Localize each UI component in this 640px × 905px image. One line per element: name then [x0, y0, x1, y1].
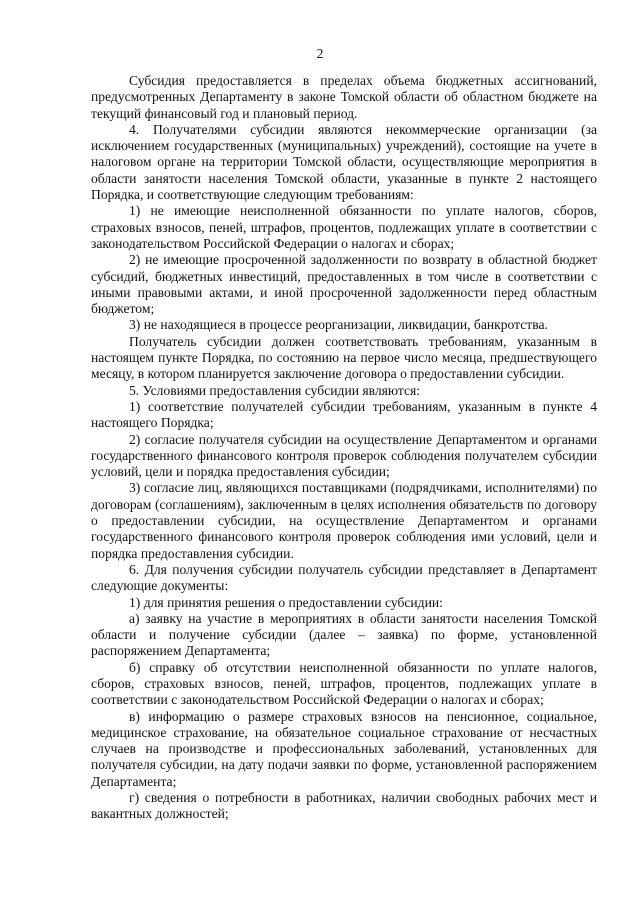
paragraph: Субсидия предоставляется в пределах объема бюджетных ассигнований, предусмотренных Департаменту в законе Томской области об областном бюджете на текущий финансовый год и плановый период. — [91, 73, 597, 121]
paragraph: 3) не находящиеся в процессе реорганизации, ликвидации, банкротства. — [129, 317, 548, 333]
paragraph: г) сведения о потребности в работниках, наличии свободных рабочих мест и вакантных должностей; — [91, 790, 597, 822]
paragraph: 6. Для получения субсидии получатель субсидии представляет в Департамент следующие документы: — [91, 561, 597, 594]
paragraph: 2) согласие получателя субсидии на осуществление Департаментом и органами государственного финансового контроля проверок соблюдения получателем субсидии условий, цели и порядка предоставления субсидии; — [91, 431, 597, 480]
paragraph: 1) не имеющие неисполненной обязанности по уплате налогов, сборов, страховых взносов, пеней, штрафов, процентов, подлежащих уплате в соответствии с законодательством Российской Федерации о налогах и сборах; — [91, 203, 597, 251]
paragraph: 1) соответствие получателей субсидии требованиям, указанным в пункте 4 настоящего Порядка; — [91, 398, 597, 431]
paragraph: 4. Получателями субсидии являются некоммерческие организации (за исключением государственных (муниципальных) учреждений), состоящие на учете в налоговом органе на территории Томской области, осуществляющие мероприятия в области занятости населения Томской области, указанные в пункте 2 настоящего Порядка, и соответствующие следующим требованиям: — [91, 121, 597, 203]
paragraph: в) информацию о размере страховых взносов на пенсионное, социальное, медицинское страхование, на обязательное социальное страхование от несчастных случаев на производстве и профессиональных заболеваний, установленных для получателя субсидии, на дату подачи заявки по форме, установленной распоряжением Департамента; — [91, 708, 597, 789]
paragraph: 5. Условиями предоставления субсидии являются: — [129, 382, 421, 398]
paragraph: 1) для принятия решения о предоставлении субсидии: — [129, 594, 443, 610]
document-body — [91, 73, 597, 823]
page-number: 2 — [316, 46, 324, 61]
paragraph: 2) не имеющие просроченной задолженности по возврату в областной бюджет субсидий, бюджетных инвестиций, предоставленных в том числе в соответствии с иными правовыми актами, и иной просроченной задолженности перед областным бюджетом; — [91, 252, 597, 317]
paragraph: а) заявку на участие в мероприятиях в области занятости населения Томской области и получение субсидии (далее – заявка) по форме, установленной распоряжением Департамента; — [91, 610, 597, 659]
paragraph: б) справку об отсутствии неисполненной обязанности по уплате налогов, сборов, страховых взносов, пеней, штрафов, процентов, подлежащих уплате в соответствии с законодательством Российской Федерации о налогах и сборах; — [91, 659, 597, 708]
paragraph: Получатель субсидии должен соответствовать требованиям, указанным в настоящем пункте Порядка, по состоянию на первое число месяца, предшествующего месяцу, в котором планируется заключение договора о предоставлении субсидии. — [91, 333, 597, 382]
paragraph: 3) согласие лиц, являющихся поставщиками (подрядчиками, исполнителями) по договорам (соглашениям), заключенным в целях исполнения обязательств по договору о предоставлении субсидии, на осуществление Департаментом и органами государственного финансового контроля проверок соблюдения ими условий, цели и порядка предоставления субсидии. — [91, 480, 597, 561]
